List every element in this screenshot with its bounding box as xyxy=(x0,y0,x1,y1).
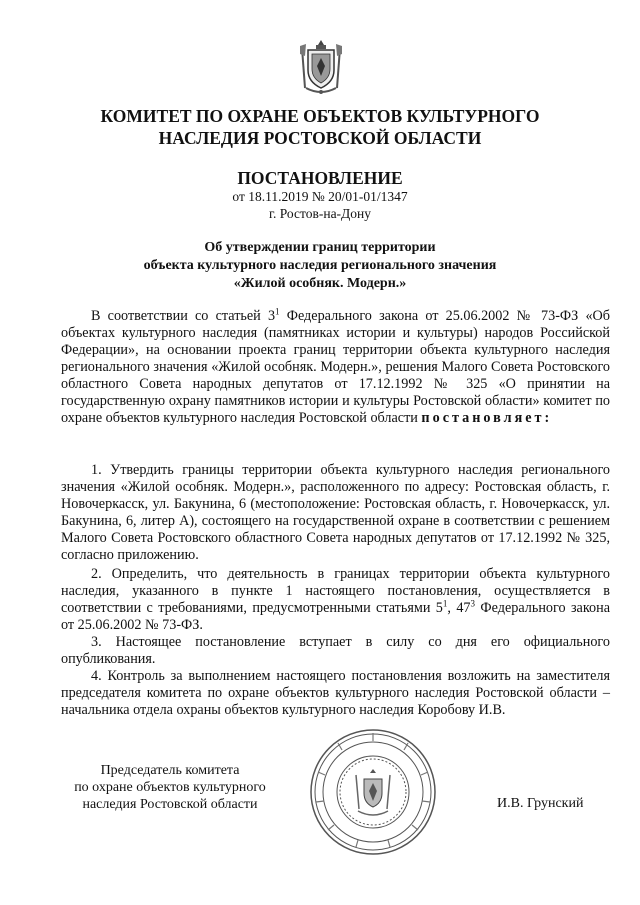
document-date-number: от 18.11.2019 № 20/01-01/1347 xyxy=(232,189,408,204)
coat-of-arms-icon xyxy=(296,36,346,96)
document-city: г. Ростов-на-Дону xyxy=(268,206,371,221)
subject-line2: объекта культурного наследия регионального значения xyxy=(143,258,497,273)
organization-name-line1: КОМИТЕТ ПО ОХРАНЕ ОБЪЕКТОВ КУЛЬТУРНОГО xyxy=(100,106,540,126)
item-2-text-a: 2. Определить, что деятельность в границах территории объекта культурного наследия, указанного в пункте 1 настоящего постановления, осуществляется в соответствии с требованиями, предусмотренными статьями 5 xyxy=(61,566,610,616)
resolves-word: постановляет: xyxy=(421,410,553,426)
signatory-name: И.В. Грунский xyxy=(497,796,584,811)
item-3-paragraph: 3. Настоящее постановление вступает в силу со дня его официального опубликования. xyxy=(61,634,610,667)
preamble-text-body: Федерального закона от 25.06.2002 № 73-ФЗ «Об объектах культурного наследия (памятниках истории и культуры) народов Российской Федерации», на основании проекта границ территории объекта культурного наследия регионального значения «Жилой особняк. Модерн.», решения Малого Совета Ростовского областного Совета народных депутатов от 17.12.1992 № 325 «О принятии на государственную охрану памятников истории и культуры Ростовской области» комитет по охране объектов культурного наследия Ростовской области xyxy=(61,308,610,426)
item-2-superscript-2: 3 xyxy=(470,598,476,609)
signatory-position xyxy=(50,762,290,813)
signatory-position-line1: Председатель комитета xyxy=(100,763,240,778)
preamble-paragraph xyxy=(61,308,610,427)
item-2-text-b: , 47 xyxy=(447,600,471,616)
document-type-title: ПОСТАНОВЛЕНИЕ xyxy=(237,168,403,188)
item-2-paragraph xyxy=(61,566,610,634)
preamble-superscript: 1 xyxy=(275,306,280,317)
item-1-paragraph: 1. Утвердить границы территории объекта культурного наследия регионального значения «Жилой особняк. Модерн.», расположенного по адресу: Ростовская область, г. Новочеркасск, ул. Бакунина, 6 (местоположение: Ростовская область, г. Новочеркасск, ул. Бакунина, 6, литер А), состоящего на государственной охране в соответствии с решением Малого Совета Ростовского областного Совета народных депутатов от 17.12.1992 № 325, согласно приложению. xyxy=(61,462,610,563)
item-2-superscript-1: 1 xyxy=(442,598,448,609)
subject-line1: Об утверждении границ территории xyxy=(204,240,436,255)
item-4-paragraph: 4. Контроль за выполнением настоящего постановления возложить на заместителя председателя комитета по охране объектов культурного наследия Ростовской области – начальника отдела охраны объектов культурного наследия Коробову И.В. xyxy=(61,668,610,718)
organization-name-line2: НАСЛЕДИЯ РОСТОВСКОЙ ОБЛАСТИ xyxy=(158,128,482,148)
official-seal-icon xyxy=(308,727,438,857)
subject-line3: «Жилой особняк. Модерн.» xyxy=(233,276,407,291)
item-2-text-c: Федерального закона от 25.06.2002 № 73-ФЗ. xyxy=(61,600,611,633)
signatory-position-line3: наследия Ростовской области xyxy=(82,797,258,812)
preamble-text-start: В соответствии со статьей 3 xyxy=(91,308,276,324)
signatory-position-line2: по охране объектов культурного xyxy=(74,780,266,795)
